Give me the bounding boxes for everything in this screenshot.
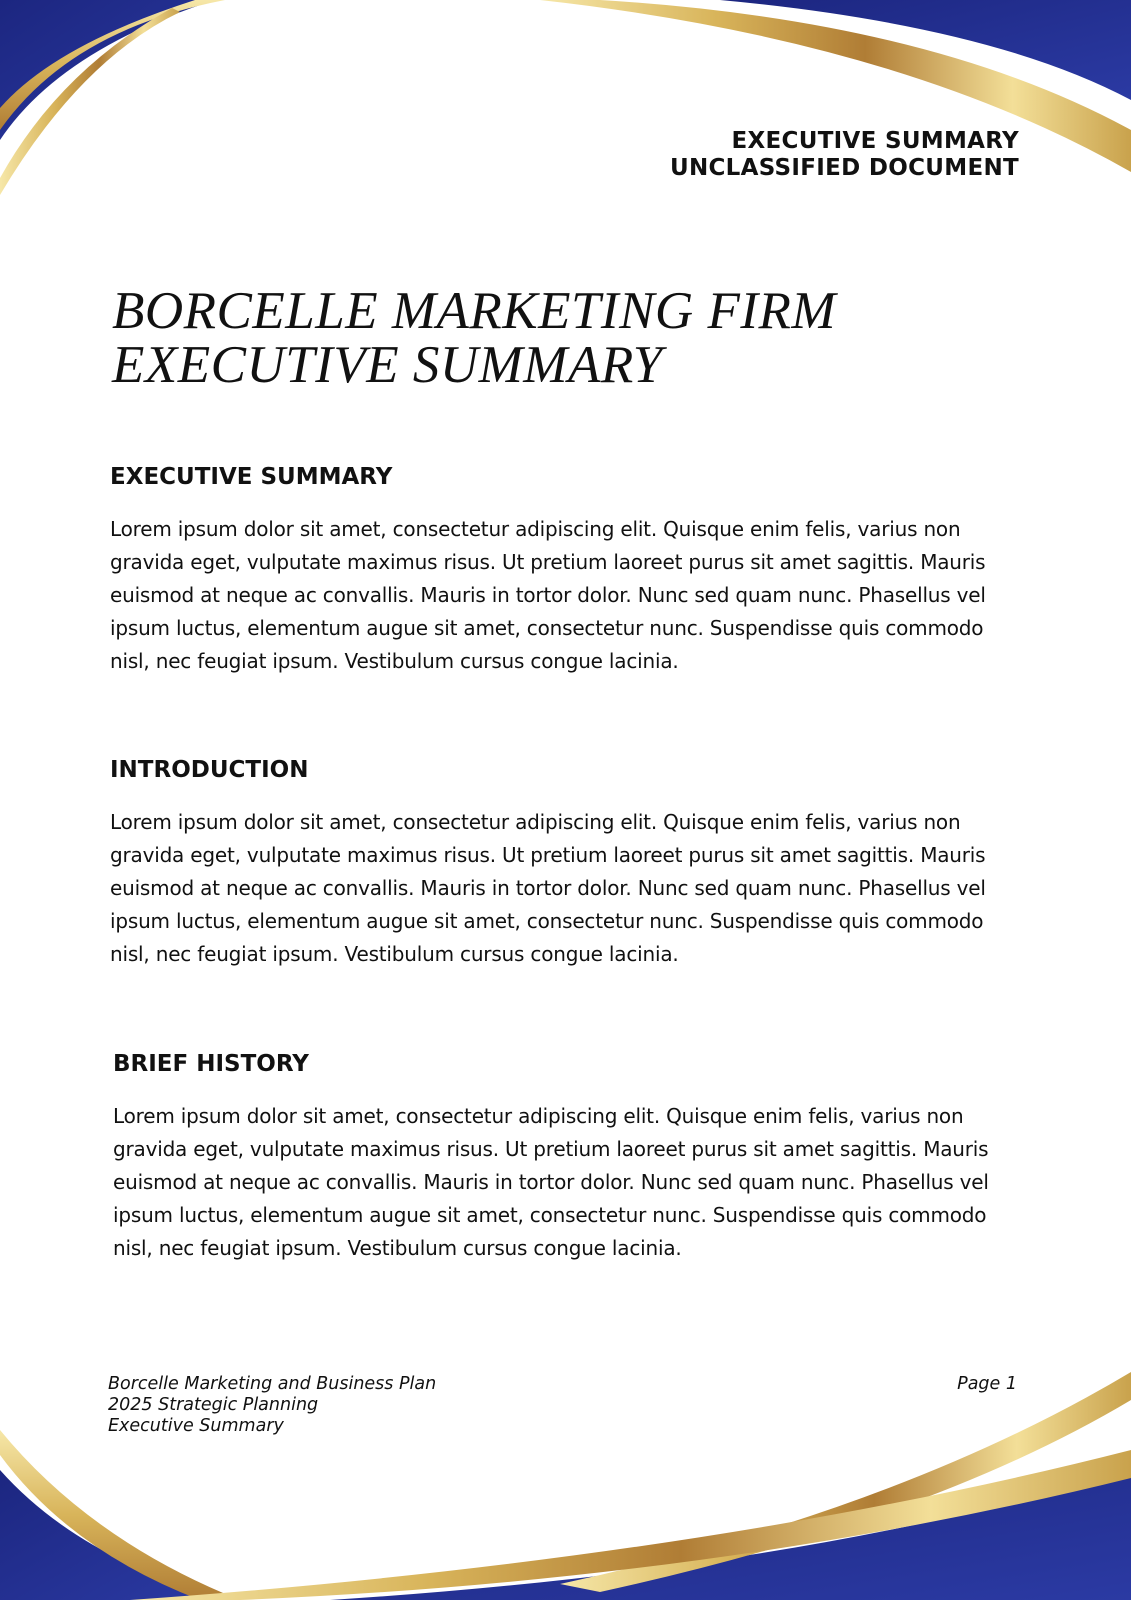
document-header xyxy=(670,128,1019,182)
footer-line-3: Executive Summary xyxy=(108,1416,284,1436)
section-introduction xyxy=(110,755,1025,971)
section-heading: EXECUTIVE SUMMARY xyxy=(110,464,393,490)
page-number: Page 1 xyxy=(957,1374,1017,1394)
section-executive-summary xyxy=(110,462,1025,678)
title-line-1: BORCELLE MARKETING FIRM xyxy=(112,282,836,340)
section-brief-history xyxy=(113,1049,1028,1265)
page-title xyxy=(112,284,836,392)
header-line-1: EXECUTIVE SUMMARY xyxy=(731,128,1019,154)
footer-line-2: 2025 Strategic Planning xyxy=(108,1395,319,1415)
section-body: Lorem ipsum dolor sit amet, consectetur adipiscing elit. Quisque enim felis, varius non gravida eget, vulputate maximus risus. Ut pretium laoreet purus sit amet sagittis. Mauris euismod at neque ac convallis. Mauris in tortor dolor. Nunc sed quam nunc. Phasellus vel ipsum luctus, elementum augue sit amet, consectetur nunc. Suspendisse quis commodo nisl, nec feugiat ipsum. Vestibulum cursus congue lacinia. xyxy=(110,810,986,966)
footer-info xyxy=(108,1374,436,1437)
top-left-navy-corner xyxy=(0,0,215,140)
title-line-2: EXECUTIVE SUMMARY xyxy=(112,336,663,394)
header-line-2: UNCLASSIFIED DOCUMENT xyxy=(669,155,1019,181)
footer-line-1: Borcelle Marketing and Business Plan xyxy=(108,1374,437,1394)
section-body: Lorem ipsum dolor sit amet, consectetur adipiscing elit. Quisque enim felis, varius non gravida eget, vulputate maximus risus. Ut pretium laoreet purus sit amet sagittis. Mauris euismod at neque ac convallis. Mauris in tortor dolor. Nunc sed quam nunc. Phasellus vel ipsum luctus, elementum augue sit amet, consectetur nunc. Suspendisse quis commodo nisl, nec feugiat ipsum. Vestibulum cursus congue lacinia. xyxy=(110,517,986,673)
section-body: Lorem ipsum dolor sit amet, consectetur adipiscing elit. Quisque enim felis, varius non gravida eget, vulputate maximus risus. Ut pretium laoreet purus sit amet sagittis. Mauris euismod at neque ac convallis. Mauris in tortor dolor. Nunc sed quam nunc. Phasellus vel ipsum luctus, elementum augue sit amet, consectetur nunc. Suspendisse quis commodo nisl, nec feugiat ipsum. Vestibulum cursus congue lacinia. xyxy=(113,1104,989,1260)
section-heading: INTRODUCTION xyxy=(110,757,309,783)
section-heading: BRIEF HISTORY xyxy=(113,1051,309,1077)
